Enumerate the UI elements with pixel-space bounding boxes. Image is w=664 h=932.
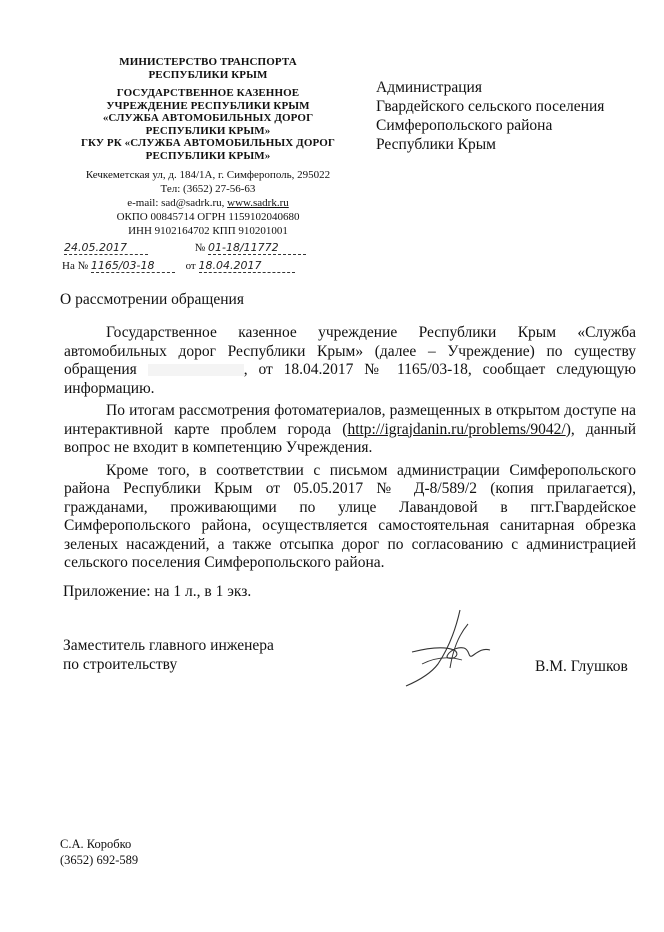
ministry-line-2: РЕСПУБЛИКИ КРЫМ [148,68,268,81]
problems-link[interactable]: http://igrajdanin.ru/problems/9042/ [347,420,566,438]
recipient-block [376,78,604,154]
sender-block [58,56,358,238]
position-line-1: Заместитель главного инженера [63,637,274,654]
sender-inn: ИНН 9102164702 КПП 910201001 [128,225,288,237]
paragraph-1 [64,324,636,398]
registration-row-2 [62,259,332,273]
paragraph-2-text-b: ), данный вопрос не входит в компетенцию Учреждения. [64,420,636,456]
registration-number: 01-18/11772 [208,241,306,255]
sender-website-link[interactable]: www.sadrk.ru [227,197,289,209]
institution-line-4: РЕСПУБЛИКИ КРЫМ» [145,124,271,137]
executor-name: С.А. Коробко [60,837,132,851]
attachment-note: Приложение: на 1 л., в 1 экз. [63,583,252,600]
paragraph-1-text-a: Государственное казенное учреждение Республики Крым «Служба автомобильных дорог Республики Крым» (далее – Учреждение) по существу обращения [64,324,636,378]
paragraph-1-text-b: , от 18.04.2017 № 1165/03-18, сообщает следующую информацию. [64,361,636,397]
sender-okpo: ОКПО 00845714 ОГРН 1159102040680 [116,211,300,223]
on-number: 1165/03-18 [91,259,175,273]
institution-line-3: «СЛУЖБА АВТОМОБИЛЬНЫХ ДОРОГ [102,112,314,124]
paragraph-2 [64,402,636,458]
sender-phone: Тел: (3652) 27-56-63 [160,183,256,195]
recipient-line-3: Симферопольского района [376,117,553,134]
letter-body [64,324,636,577]
registration-date: 24.05.2017 [64,241,148,255]
registration-number-label: № [194,242,206,254]
institution-line-6: РЕСПУБЛИКИ КРЫМ» [145,149,271,162]
registration-row-1 [62,241,332,255]
on-number-label: На № [62,260,89,272]
institution-line-1: ГОСУДАРСТВЕННОЕ КАЗЕННОЕ [116,87,300,99]
paragraph-2-text-a: По итогам рассмотрения фотоматериалов, размещенных в открытом доступе на интерактивной карте проблем города ( [64,402,636,438]
recipient-line-2: Гвардейского сельского поселения [376,98,605,115]
letter-subject: О рассмотрении обращения [60,291,244,308]
sender-address: Кечкеметская ул, д. 184/1А, г. Симферополь, 295022 [85,169,331,181]
from-date: 18.04.2017 [199,259,295,273]
executor-block [60,836,138,868]
recipient-line-4: Республики Крым [376,136,496,153]
sender-email: e-mail: sad@sadrk.ru, [127,197,228,209]
handwritten-signature [398,606,508,688]
paragraph-3: Кроме того, в соответствии с письмом администрации Симферопольского района Республики Крым от 05.05.2017 № Д-8/589/2 (копия прилагается), гражданами, проживающими по улице Лавандовой в пгт.Гвардейское Симферопольского района, осуществляется самостоятельная санитарная обрезка зеленых насаждений, а также отсыпка дорог по согласованию с администрацией сельского поселения Симферопольского района. [64,461,636,571]
institution-line-5: ГКУ РК «СЛУЖБА АВТОМОБИЛЬНЫХ ДОРОГ [80,137,336,149]
from-label: от [185,260,196,272]
position-line-2: по строительству [63,656,178,673]
redacted-name [148,364,244,376]
recipient-line-1: Администрация [376,79,482,96]
signatory-name: В.М. Глушков [535,658,628,675]
ministry-line-1: МИНИСТЕРСТВО ТРАНСПОРТА [119,56,297,68]
institution-line-2: УЧРЕЖДЕНИЕ РЕСПУБЛИКИ КРЫМ [106,99,310,112]
executor-phone: (3652) 692-589 [60,853,139,867]
sender-email-row [58,196,358,210]
signatory-position [63,636,274,674]
